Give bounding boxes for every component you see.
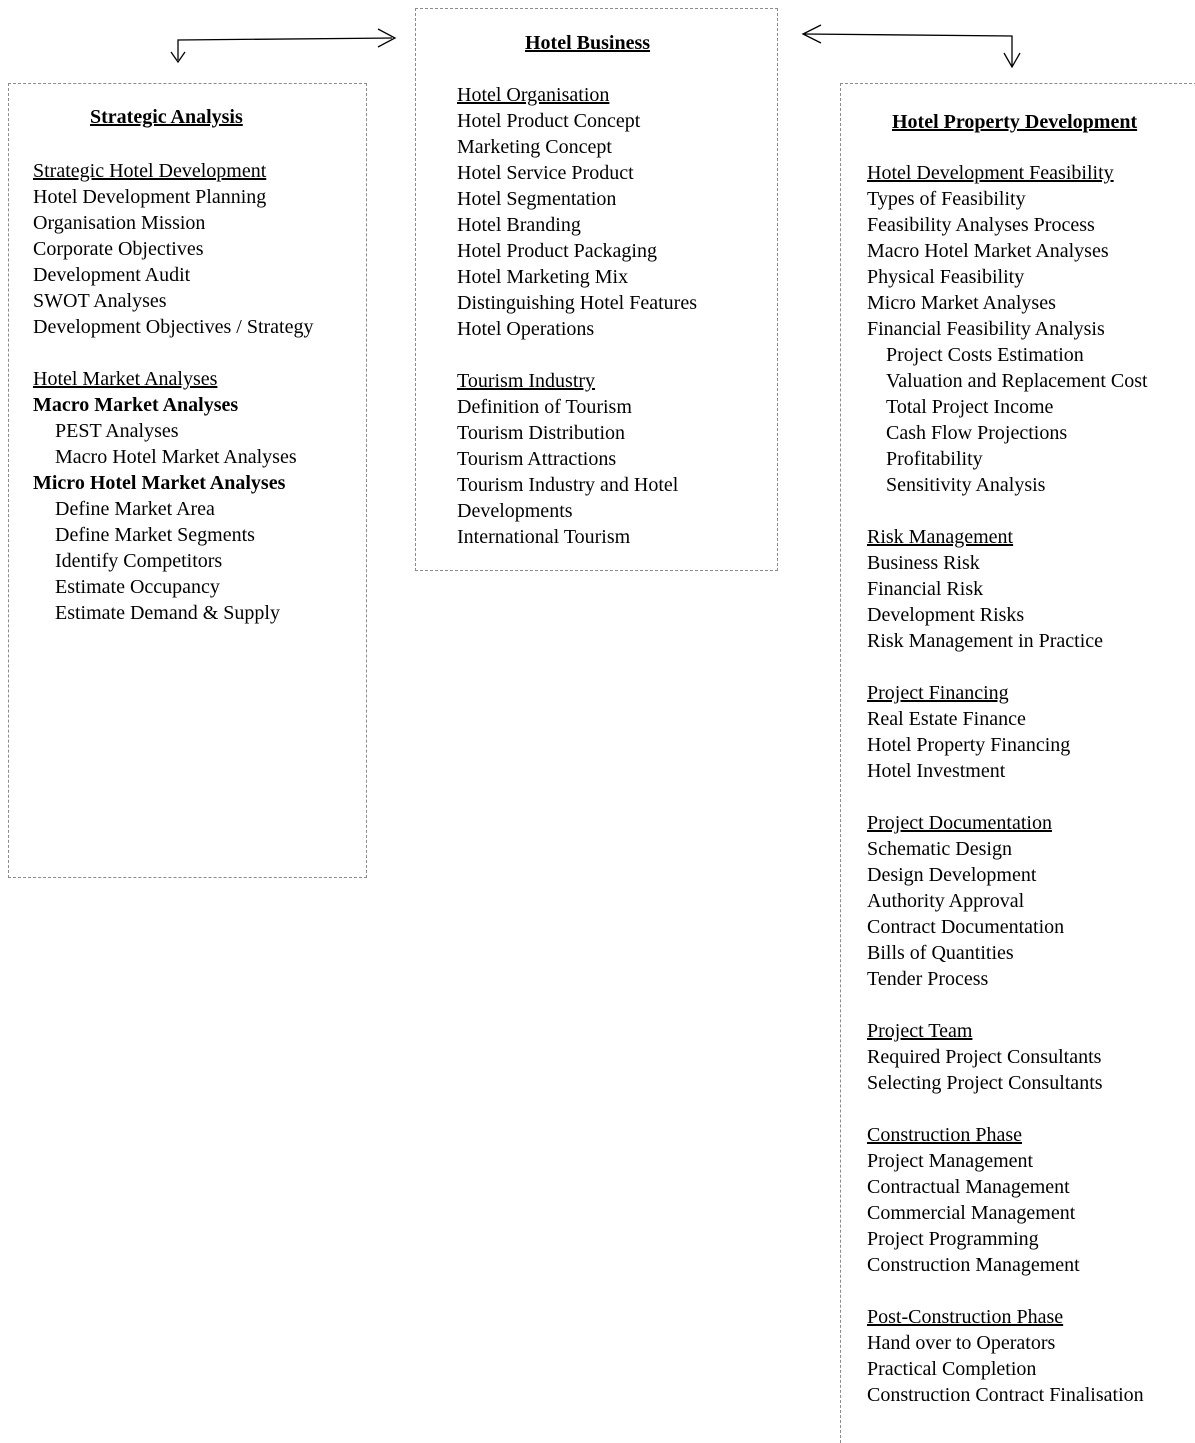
list-item: Bills of Quantities xyxy=(867,942,1014,964)
strategic-analysis-title: Strategic Analysis xyxy=(90,106,243,128)
list-item: Definition of Tourism xyxy=(457,396,632,418)
spacer xyxy=(33,340,313,366)
list-item: Hotel Product Concept xyxy=(457,110,641,132)
list-item: Schematic Design xyxy=(867,838,1012,860)
list-item: Tender Process xyxy=(867,968,989,990)
list-item: Macro Hotel Market Analyses xyxy=(867,240,1109,262)
spacer xyxy=(867,498,1148,524)
list-item: Valuation and Replacement Cost xyxy=(886,370,1148,392)
list-item: Hotel Operations xyxy=(457,318,595,340)
list-item: Financial Risk xyxy=(867,578,984,600)
spacer xyxy=(457,342,697,368)
spacer xyxy=(867,654,1148,680)
list-item: Practical Completion xyxy=(867,1358,1037,1380)
section-heading: Hotel Organisation xyxy=(457,84,610,106)
section-heading: Risk Management xyxy=(867,526,1014,548)
hotel-property-development-list xyxy=(867,160,1148,1408)
list-item: Macro Hotel Market Analyses xyxy=(55,446,297,468)
section-heading: Project Documentation xyxy=(867,812,1052,834)
list-item: Physical Feasibility xyxy=(867,266,1025,288)
hotel-property-development-title: Hotel Property Development xyxy=(892,111,1138,133)
list-item: Hotel Investment xyxy=(867,760,1006,782)
strategic-analysis-list xyxy=(33,158,313,626)
list-item: Financial Feasibility Analysis xyxy=(867,318,1105,340)
list-item: Risk Management in Practice xyxy=(867,630,1104,652)
list-item: Tourism Distribution xyxy=(457,422,626,444)
list-item: SWOT Analyses xyxy=(33,290,167,312)
list-item: Tourism Attractions xyxy=(457,448,617,470)
list-item: Commercial Management xyxy=(867,1202,1076,1224)
list-item: Corporate Objectives xyxy=(33,238,204,260)
list-item: Project Management xyxy=(867,1150,1034,1172)
spacer xyxy=(867,992,1148,1018)
list-item: Macro Market Analyses xyxy=(33,394,239,416)
spacer xyxy=(867,1096,1148,1122)
arrow-right-connector xyxy=(804,34,1012,66)
list-item: Marketing Concept xyxy=(457,136,612,158)
list-item: Contractual Management xyxy=(867,1176,1070,1198)
list-item: Total Project Income xyxy=(886,396,1054,418)
list-item: Design Development xyxy=(867,864,1037,886)
list-item: Hotel Property Financing xyxy=(867,734,1071,756)
list-item: Hotel Product Packaging xyxy=(457,240,657,262)
list-item: Estimate Occupancy xyxy=(55,576,220,598)
list-item: Cash Flow Projections xyxy=(886,422,1068,444)
list-item: Define Market Area xyxy=(55,498,215,520)
list-item: Project Costs Estimation xyxy=(886,344,1084,366)
list-item: Sensitivity Analysis xyxy=(886,474,1046,496)
list-item: Hotel Development Planning xyxy=(33,186,267,208)
section-heading: Project Financing xyxy=(867,682,1009,704)
section-heading: Hotel Development Feasibility xyxy=(867,162,1114,184)
list-item: Development Audit xyxy=(33,264,191,286)
list-item: Business Risk xyxy=(867,552,980,574)
list-item: Construction Management xyxy=(867,1254,1080,1276)
list-item: Hotel Marketing Mix xyxy=(457,266,629,288)
list-item: Development Objectives / Strategy xyxy=(33,316,314,338)
list-item: Organisation Mission xyxy=(33,212,206,234)
section-heading: Project Team xyxy=(867,1020,973,1042)
list-item: PEST Analyses xyxy=(55,420,179,442)
list-item: Real Estate Finance xyxy=(867,708,1026,730)
list-item: Define Market Segments xyxy=(55,524,255,546)
spacer xyxy=(867,1278,1148,1304)
hotel-business-list xyxy=(457,82,697,550)
list-item: Construction Contract Finalisation xyxy=(867,1384,1144,1406)
list-item: Profitability xyxy=(886,448,983,470)
list-item: Developments xyxy=(457,500,573,522)
section-heading: Construction Phase xyxy=(867,1124,1022,1146)
list-item: Hotel Service Product xyxy=(457,162,634,184)
section-heading: Tourism Industry xyxy=(457,370,596,392)
list-item: Contract Documentation xyxy=(867,916,1065,938)
hotel-business-title: Hotel Business xyxy=(525,32,651,54)
list-item: Feasibility Analyses Process xyxy=(867,214,1095,236)
list-item: Distinguishing Hotel Features xyxy=(457,292,697,314)
list-item: Types of Feasibility xyxy=(867,188,1026,210)
list-item: Identify Competitors xyxy=(55,550,223,572)
spacer xyxy=(867,784,1148,810)
list-item: Authority Approval xyxy=(867,890,1025,912)
list-item: Micro Hotel Market Analyses xyxy=(33,472,286,494)
section-heading: Post-Construction Phase xyxy=(867,1306,1064,1328)
list-item: Tourism Industry and Hotel xyxy=(457,474,679,496)
list-item: Project Programming xyxy=(867,1228,1039,1250)
list-item: Hotel Segmentation xyxy=(457,188,617,210)
section-heading: Hotel Market Analyses xyxy=(33,368,218,390)
list-item: Development Risks xyxy=(867,604,1025,626)
list-item: Micro Market Analyses xyxy=(867,292,1056,314)
list-item: Selecting Project Consultants xyxy=(867,1072,1103,1094)
list-item: Hotel Branding xyxy=(457,214,581,236)
list-item: Estimate Demand & Supply xyxy=(55,602,280,624)
list-item: Hand over to Operators xyxy=(867,1332,1056,1354)
section-heading: Strategic Hotel Development xyxy=(33,160,267,182)
arrow-left-connector xyxy=(178,38,392,60)
list-item: Required Project Consultants xyxy=(867,1046,1102,1068)
list-item: International Tourism xyxy=(457,526,631,548)
